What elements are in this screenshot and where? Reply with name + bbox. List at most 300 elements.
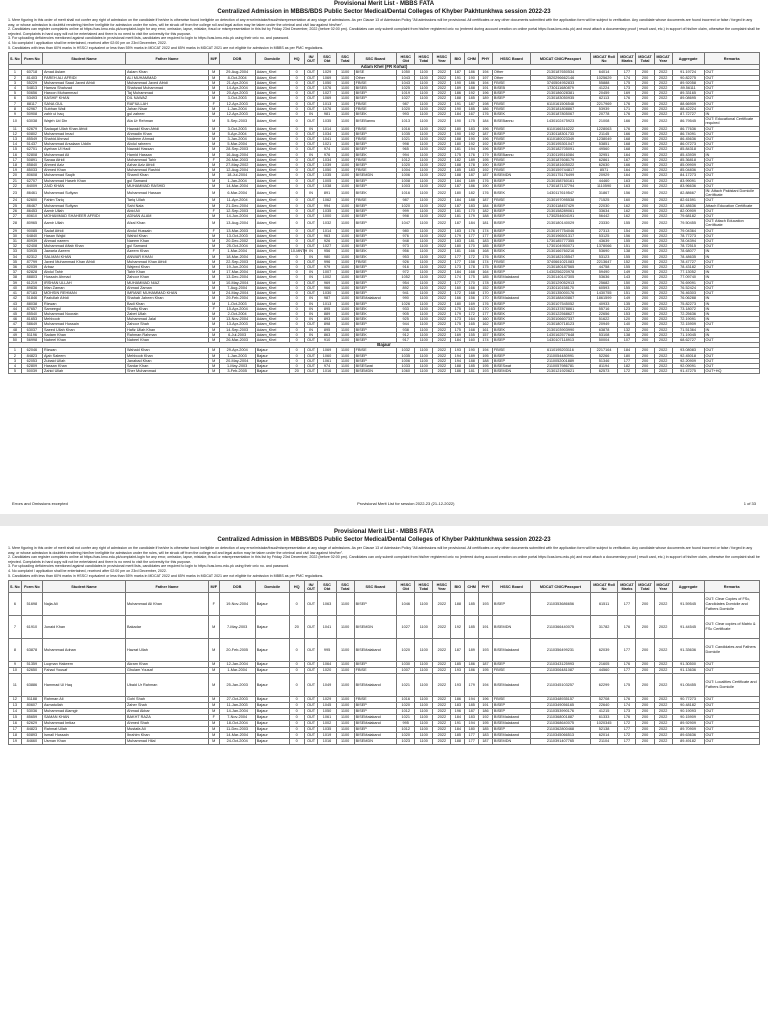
- table-cell: Abdul Tahir: [43, 270, 126, 275]
- table-cell: 62046: [21, 348, 42, 353]
- table-cell: 2022: [654, 96, 672, 101]
- table-cell: 71.51364: [672, 327, 704, 332]
- table-row: [9, 674, 760, 697]
- table-cell: 1100: [336, 337, 354, 342]
- table-body: [9, 70, 760, 343]
- table-cell: 0: [289, 259, 304, 264]
- table-cell: 2022: [654, 727, 672, 733]
- table-cell: M: [208, 219, 219, 228]
- table-cell: 191: [479, 616, 493, 639]
- table-cell: 14-Mar-2004: [219, 733, 255, 739]
- table-cell: 200: [636, 369, 654, 374]
- table-cell: 1012: [397, 727, 415, 733]
- table-cell: 85.43939: [672, 152, 704, 157]
- table-cell: 863: [318, 332, 336, 337]
- table-cell: 194: [465, 697, 479, 703]
- table-cell: 1100: [336, 296, 354, 301]
- table-cell: 2022: [433, 291, 451, 296]
- table-cell: 81194: [590, 363, 618, 368]
- table-cell: OUT: [704, 137, 759, 142]
- table-cell: 176: [479, 189, 493, 198]
- table-cell: 11-Jan-2003: [219, 703, 255, 709]
- table-cell: 183: [451, 228, 465, 233]
- table-cell: 151: [618, 291, 636, 296]
- table-cell: Adam_Khel: [255, 332, 289, 337]
- table-cell: BISEP: [354, 244, 397, 249]
- table-cell: 76.06288: [672, 296, 704, 301]
- table-cell: 1100: [336, 198, 354, 203]
- table-cell: Adam_Khel: [255, 189, 289, 198]
- table-cell: 50: [9, 337, 22, 342]
- table-cell: 1046: [397, 593, 415, 616]
- table-cell: 27313: [590, 228, 618, 233]
- table-cell: 1016: [318, 369, 336, 374]
- table-cell: 184: [451, 198, 465, 203]
- table-cell: 1100: [336, 668, 354, 674]
- table-cell: OUT: [304, 131, 318, 136]
- table-cell: 188: [465, 358, 479, 363]
- table-cell: 194: [451, 358, 465, 363]
- table-cell: M: [208, 117, 219, 126]
- table-cell: 20949: [590, 322, 618, 327]
- table-cell: 156: [618, 233, 636, 238]
- table-cell: Akram Khan: [125, 662, 208, 668]
- table-cell: 0: [289, 101, 304, 106]
- table-cell: OUT: [304, 363, 318, 368]
- table-cell: 2022: [433, 332, 451, 337]
- table-cell: 0: [289, 697, 304, 703]
- table-cell: 1430107118913: [531, 337, 591, 342]
- table-cell: 53493: [21, 96, 42, 101]
- table-cell: 177: [618, 593, 636, 616]
- table-cell: 0: [289, 228, 304, 233]
- table-cell: F: [208, 249, 219, 254]
- table-cell: 195: [479, 353, 493, 358]
- table-cell: 175: [451, 322, 465, 327]
- table-cell: 6: [9, 96, 22, 101]
- column-header: IN/ OUT: [304, 581, 318, 593]
- table-cell: 2213647: [590, 259, 618, 264]
- table-cell: Ahmed Khan: [43, 168, 126, 173]
- table-cell: 173: [618, 85, 636, 90]
- table-cell: 2022: [433, 178, 451, 183]
- table-cell: 1100: [336, 117, 354, 126]
- table-cell: 1100: [415, 96, 433, 101]
- table-cell: 2022: [654, 703, 672, 709]
- table-cell: 1100: [336, 254, 354, 259]
- table-cell: 6110161506548: [531, 101, 591, 106]
- table-cell: 1228063: [590, 126, 618, 131]
- table-cell: BISEK: [354, 311, 397, 316]
- table-cell: 88038: [21, 301, 42, 306]
- table-cell: 1100: [336, 142, 354, 147]
- table-row: [9, 593, 760, 616]
- table-cell: M: [208, 739, 219, 745]
- table-cell: 1100: [415, 219, 433, 228]
- table-cell: 176: [618, 697, 636, 703]
- table-cell: 188: [479, 214, 493, 219]
- table-cell: 20-May-2004: [219, 358, 255, 363]
- table-cell: 2022: [654, 228, 672, 233]
- table-cell: 987: [318, 296, 336, 301]
- table-cell: 178: [479, 280, 493, 285]
- table-row: [9, 117, 760, 126]
- table-cell: 996: [318, 259, 336, 264]
- table-cell: 0: [289, 322, 304, 327]
- table-cell: OUT: [704, 739, 759, 745]
- table-cell: 78.68077: [672, 249, 704, 254]
- table-cell: BISEP: [354, 96, 397, 101]
- table-cell: 86.45636: [672, 137, 704, 142]
- table-cell: 1100: [415, 178, 433, 183]
- table-cell: 62629: [21, 721, 42, 727]
- table-cell: OUT: [704, 733, 759, 739]
- table-cell: 1100: [336, 733, 354, 739]
- table-cell: IN: [704, 317, 759, 322]
- table-cell: 82.48636: [672, 203, 704, 208]
- table-cell: Sameegul: [43, 306, 126, 311]
- table-cell: 89.63636: [672, 733, 704, 739]
- table-cell: 1020: [397, 163, 415, 168]
- table-cell: BISEK: [354, 152, 397, 157]
- table-cell: 135: [618, 301, 636, 306]
- table-cell: 10: [9, 117, 22, 126]
- table-cell: 13-Nov-2004: [219, 317, 255, 322]
- table-cell: 63038: [21, 117, 42, 126]
- table-cell: BISEP: [492, 709, 530, 715]
- table-cell: 1100: [336, 249, 354, 254]
- table-cell: 91.59545: [672, 593, 704, 616]
- table-cell: 12-Aug-2004: [219, 168, 255, 173]
- table-cell: BISEP: [354, 285, 397, 290]
- column-header: MDCAT Year: [654, 53, 672, 65]
- table-cell: OUT: [304, 101, 318, 106]
- table-cell: 2022: [654, 733, 672, 739]
- table-cell: BISEP: [354, 233, 397, 238]
- note-1: 1. Mere figuring in this order of merit shall not confer any right of admission on the candidate if he/she is otherwise found ineligible on detection of any error/mistake/fraud/misrepresentation at any stage of admissions. As per Clause 13 of Admission Policy "All admissions will be provisional. All certificates or any other documents submitted with the application form will be subject to verification. Any candidate whose documents are found incorrect or false / forged in any way, or whose admission is doubtful rendering him/her ineligible for admission under the rules, will be struck off from the college roll and legal action may be taken under the criminal and civil law against him/her".: [8, 18, 753, 27]
- table-cell: 1019: [397, 91, 415, 96]
- table-cell: 170: [465, 208, 479, 213]
- table-cell: 185: [465, 703, 479, 709]
- table-cell: M: [208, 259, 219, 264]
- table-cell: BISEMalakand: [492, 275, 530, 280]
- table-cell: 153: [618, 311, 636, 316]
- table-cell: 168: [465, 270, 479, 275]
- table-cell: 1016: [318, 739, 336, 745]
- table-cell: OUT: [704, 721, 759, 727]
- table-cell: 2022: [654, 249, 672, 254]
- table-cell: 916: [397, 265, 415, 270]
- table-cell: 9: [9, 662, 22, 668]
- table-cell: 170: [479, 306, 493, 311]
- table-cell: 2022: [433, 727, 451, 733]
- table-cell: 2022: [654, 363, 672, 368]
- table-cell: BISEP: [354, 203, 397, 208]
- table-cell: 1019: [318, 733, 336, 739]
- table-cell: 90.19093: [672, 709, 704, 715]
- table-cell: 14-Jan-2004: [219, 709, 255, 715]
- table-cell: 0: [289, 239, 304, 244]
- table-cell: 61910: [21, 616, 42, 639]
- table-cell: Bajaur: [255, 674, 289, 697]
- table-cell: BISEP: [492, 358, 530, 363]
- table-cell: OUT: [304, 85, 318, 90]
- table-cell: 168: [479, 249, 493, 254]
- table-cell: 16-Aug-2004: [219, 152, 255, 157]
- table-cell: 185: [465, 616, 479, 639]
- table-cell: Adam_Khel: [255, 75, 289, 80]
- table-cell: Adam_Khel: [255, 106, 289, 111]
- table-cell: 196: [479, 126, 493, 131]
- table-cell: 7-Nov-2004: [219, 715, 255, 721]
- table-cell: 200: [636, 131, 654, 136]
- table-cell: 166: [618, 117, 636, 126]
- table-cell: Bajaur: [255, 363, 289, 368]
- table-cell: 2110348935157: [531, 697, 591, 703]
- table-cell: 200: [636, 674, 654, 697]
- table-cell: 72.19091: [672, 317, 704, 322]
- table-cell: 192: [479, 715, 493, 721]
- table-cell: 155: [618, 254, 636, 259]
- column-header: S. No: [9, 53, 22, 65]
- table-cell: 0: [289, 280, 304, 285]
- table-cell: 2130106607337: [531, 317, 591, 322]
- table-cell: 1069: [318, 348, 336, 353]
- column-header: MDCAT Roll No: [590, 581, 618, 593]
- table-cell: 177: [479, 233, 493, 238]
- table-cell: 176: [465, 228, 479, 233]
- table-cell: 1100: [336, 739, 354, 745]
- table-cell: 0: [289, 203, 304, 208]
- table-cell: Attach Education Certificate: [704, 203, 759, 208]
- column-header: SSC Board: [354, 581, 397, 593]
- table-cell: 190: [451, 131, 465, 136]
- table-cell: Saeed Ullah Khan: [43, 327, 126, 332]
- table-cell: 1100: [336, 152, 354, 157]
- table-cell: 2022: [654, 198, 672, 203]
- table-cell: 200: [636, 715, 654, 721]
- table-cell: Afzal Khan: [125, 219, 208, 228]
- table-cell: 164: [618, 168, 636, 173]
- table-cell: 11-Apr-2004: [219, 198, 255, 203]
- table-cell: Sanaa Afridi: [43, 157, 126, 162]
- table-cell: OUT: Educational Certificate required: [704, 117, 759, 126]
- table-cell: 0: [289, 233, 304, 238]
- table-cell: 895: [318, 327, 336, 332]
- table-cell: BISEP: [492, 203, 530, 208]
- table-cell: 1100: [336, 593, 354, 616]
- table-cell: 5: [9, 91, 22, 96]
- table-cell: 2022: [654, 126, 672, 131]
- table-cell: 1100: [336, 163, 354, 168]
- table-cell: 44: [9, 306, 22, 311]
- table-cell: 179: [465, 214, 479, 219]
- table-cell: 0: [289, 198, 304, 203]
- table-cell: Bajaur: [255, 739, 289, 745]
- table-cell: IN: [704, 332, 759, 337]
- table-header-row: [9, 53, 760, 65]
- table-cell: 2022: [654, 369, 672, 374]
- table-cell: 196: [479, 697, 493, 703]
- table-cell: 938: [397, 327, 415, 332]
- table-cell: 2022: [433, 75, 451, 80]
- table-cell: IN: [304, 189, 318, 198]
- table-cell: 12: [9, 697, 22, 703]
- table-cell: 1050: [397, 70, 415, 75]
- table-cell: 12-Apr-2003: [219, 101, 255, 106]
- table-cell: Ayeban Ul Hadi: [43, 147, 126, 152]
- table-cell: 2130180718123: [531, 322, 591, 327]
- table-cell: 151: [618, 244, 636, 249]
- table-cell: 52266: [590, 353, 618, 358]
- table-cell: SAMAN KHAN: [43, 715, 126, 721]
- table-cell: 1100: [415, 80, 433, 85]
- table-cell: 188: [465, 198, 479, 203]
- table-cell: OUT: [704, 96, 759, 101]
- table-cell: OUT: [304, 233, 318, 238]
- table-cell: 926: [397, 259, 415, 264]
- table-cell: Muhammad Saad Javed Afridi: [43, 80, 126, 85]
- table-cell: 2022: [433, 208, 451, 213]
- table-cell: M: [208, 296, 219, 301]
- table-cell: 46: [9, 317, 22, 322]
- table-cell: 200: [636, 270, 654, 275]
- table-cell: Muhammad Khan Afridi: [125, 259, 208, 264]
- table-cell: IN: [304, 311, 318, 316]
- table-cell: 1100: [336, 228, 354, 233]
- table-cell: 910: [318, 337, 336, 342]
- table-cell: 30: [9, 233, 22, 238]
- column-header: HSSC Total: [415, 53, 433, 65]
- table-cell: 200: [636, 183, 654, 188]
- table-cell: MUHAMMAD NIAZ: [125, 280, 208, 285]
- table-cell: 1049: [318, 674, 336, 697]
- table-cell: 2022: [433, 265, 451, 270]
- table-cell: 2022: [433, 697, 451, 703]
- table-cell: 174: [618, 703, 636, 709]
- table-cell: 168: [465, 291, 479, 296]
- table-cell: 0: [289, 270, 304, 275]
- table-cell: 187: [479, 131, 493, 136]
- table-cell: Zahoor Khan: [125, 275, 208, 280]
- table-cell: 20-Apr-2003: [219, 91, 255, 96]
- table-cell: 184: [479, 203, 493, 208]
- table-cell: 0: [289, 337, 304, 342]
- table-cell: 52808: [21, 152, 42, 157]
- table-cell: M: [208, 198, 219, 203]
- table-cell: 175: [479, 265, 493, 270]
- table-cell: M: [208, 111, 219, 116]
- table-cell: 200: [636, 142, 654, 147]
- table-cell: 179: [465, 674, 479, 697]
- table-cell: M: [208, 301, 219, 306]
- table-cell: 2022: [654, 709, 672, 715]
- table-cell: 0: [289, 358, 304, 363]
- table-cell: Gohi Shah: [125, 697, 208, 703]
- table-cell: 78.77273: [672, 233, 704, 238]
- table-cell: 200: [636, 233, 654, 238]
- footer-page-number: 1 of 33: [743, 501, 756, 506]
- table-cell: 200: [636, 363, 654, 368]
- table-cell: 1100: [415, 189, 433, 198]
- table-cell: 200: [636, 157, 654, 162]
- table-cell: IN: [304, 296, 318, 301]
- table-cell: BISEP: [354, 358, 397, 363]
- table-cell: 22-Sep-2003: [219, 259, 255, 264]
- table-cell: 189: [465, 353, 479, 358]
- table-cell: Hussain Ahmad: [43, 275, 126, 280]
- table-cell: OUT: [704, 322, 759, 327]
- column-header: MDCAT CNIC/Passport: [531, 53, 591, 65]
- table-cell: 7: [9, 616, 22, 639]
- table-cell: 11: [9, 674, 22, 697]
- table-cell: BISEP: [354, 91, 397, 96]
- table-cell: OUT: [304, 117, 318, 126]
- table-cell: BISEMalakand: [354, 296, 397, 301]
- table-cell: 2022: [433, 157, 451, 162]
- district-label: Bajaur: [9, 343, 760, 348]
- table-cell: 2130118457429: [531, 203, 591, 208]
- table-cell: Hazrat Ullah: [125, 639, 208, 662]
- table-cell: ALI MUHAMMAD: [125, 75, 208, 80]
- table-cell: 1: [9, 70, 22, 75]
- table-cell: 1016: [397, 697, 415, 703]
- table-cell: 1100: [415, 75, 433, 80]
- column-header: SSC Total: [336, 53, 354, 65]
- table-cell: BISEP: [354, 275, 397, 280]
- table-cell: 187: [479, 173, 493, 178]
- table-cell: 182: [479, 208, 493, 213]
- table-cell: 1100: [336, 727, 354, 733]
- table-cell: 2: [9, 75, 22, 80]
- table-cell: 0: [289, 91, 304, 96]
- table-cell: Bajaur: [255, 668, 289, 674]
- table-cell: OUT: [304, 142, 318, 147]
- table-cell: 172: [618, 721, 636, 727]
- table-cell: BISEP: [354, 703, 397, 709]
- table-cell: 194: [479, 80, 493, 85]
- table-cell: OUT: [304, 244, 318, 249]
- table-cell: 1064: [318, 662, 336, 668]
- table-cell: OUT: [704, 697, 759, 703]
- table-cell: 25: [9, 203, 22, 208]
- table-cell: 1060: [397, 369, 415, 374]
- table-cell: BISEP: [354, 163, 397, 168]
- table-cell: 2022: [654, 739, 672, 745]
- table-cell: 81653: [21, 317, 42, 322]
- table-cell: 25682: [590, 280, 618, 285]
- table-cell: 2022: [433, 593, 451, 616]
- table-cell: 200: [636, 306, 654, 311]
- table-cell: 0: [289, 715, 304, 721]
- table-cell: 186: [465, 183, 479, 188]
- table-cell: OUT: [304, 198, 318, 203]
- table-cell: 190: [451, 117, 465, 126]
- table-cell: BISEP: [354, 214, 397, 219]
- table-cell: 51437: [21, 142, 42, 147]
- table-cell: 27-May-2002: [219, 163, 255, 168]
- merit-table: [8, 580, 760, 745]
- table-cell: 180: [618, 353, 636, 358]
- table-cell: M: [208, 363, 219, 368]
- table-cell: 175: [465, 275, 479, 280]
- table-cell: OUT: [304, 703, 318, 709]
- table-cell: OUT: [304, 75, 318, 80]
- table-cell: 0: [289, 265, 304, 270]
- table-cell: 1020: [318, 668, 336, 674]
- table-cell: ADNAN ALAM: [125, 214, 208, 219]
- table-cell: 50891: [21, 157, 42, 162]
